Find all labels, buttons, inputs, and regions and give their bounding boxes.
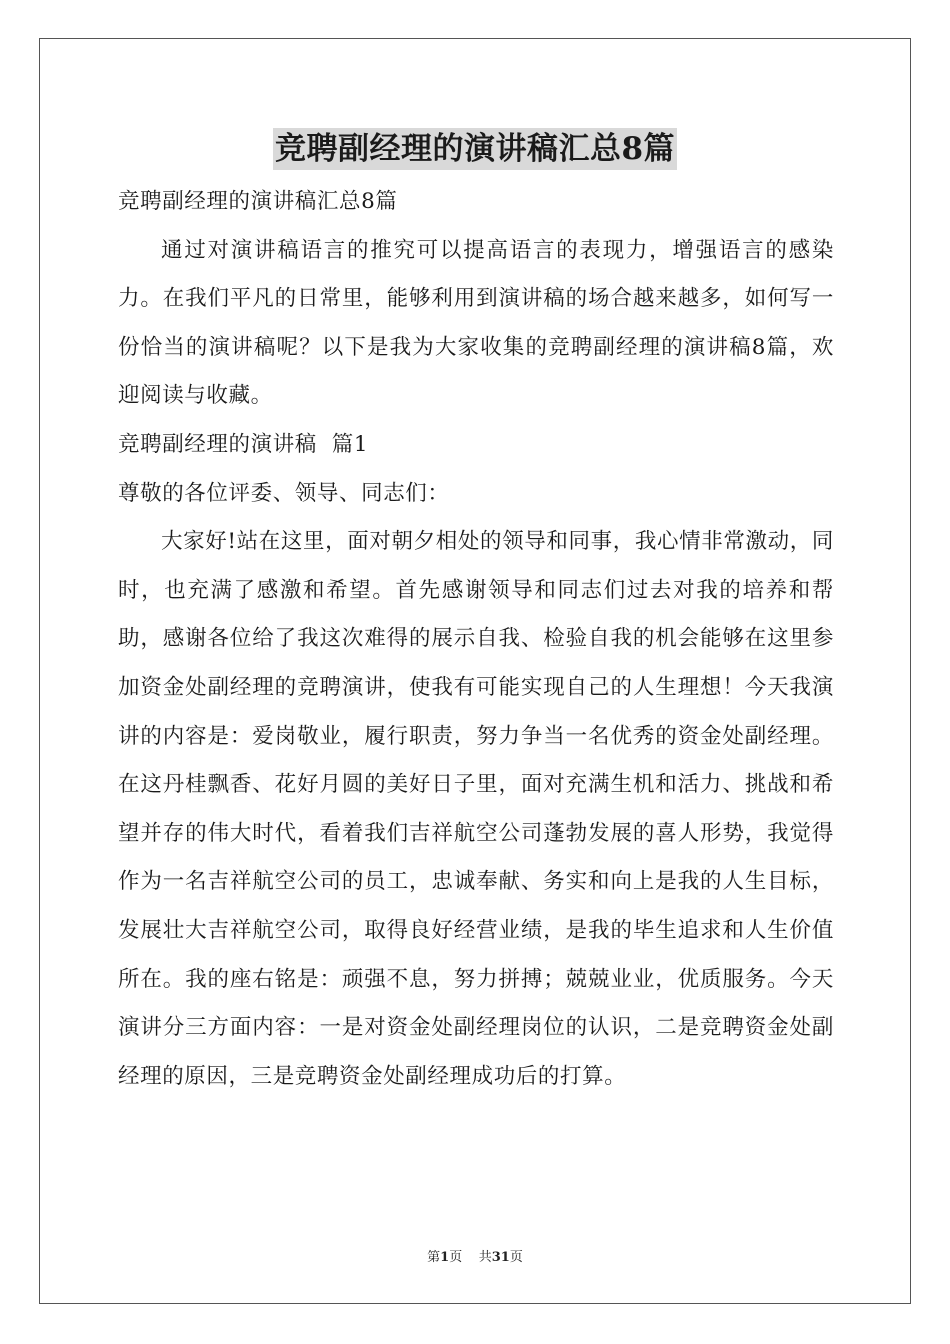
document-subtitle: 竞聘副经理的演讲稿汇总8篇 (118, 189, 398, 214)
document-title: 竞聘副经理的演讲稿汇总8篇 (273, 128, 677, 170)
title-container (0, 128, 950, 170)
intro-paragraph: 通过对演讲稿语言的推究可以提高语言的表现力，增强语言的感染力。在我们平凡的日常里，能够利用到演讲稿的场合越来越多，如何写一份恰当的演讲稿呢？以下是我为大家收集的竞聘副经理的演讲稿8篇，欢迎阅读与收藏。 (118, 237, 834, 409)
salutation: 尊敬的各位评委、领导、同志们： (118, 480, 450, 506)
page-footer (0, 1246, 950, 1265)
section-heading: 竞聘副经理的演讲稿 篇1 (118, 431, 369, 457)
total-suffix: 页 (509, 1250, 523, 1265)
current-page-number: 1 (440, 1250, 450, 1265)
page-suffix: 页 (449, 1250, 463, 1265)
document-body (118, 178, 834, 1101)
speech-paragraph: 大家好!站在这里，面对朝夕相处的领导和同事，我心情非常激动，同时，也充满了感激和希望。首先感谢领导和同志们过去对我的培养和帮助，感谢各位给了我这次难得的展示自我、检验自我的机会能够在这里参加资金处副经理的竞聘演讲，使我有可能实现自己的人生理想！今天我演讲的内容是：爱岗敬业，履行职责，努力争当一名优秀的资金处副经理。在这丹桂飘香、花好月圆的美好日子里，面对充满生机和活力、挑战和希望并存的伟大时代，看着我们吉祥航空公司蓬勃发展的喜人形势，我觉得作为一名吉祥航空公司的员工，忠诚奉献、务实和向上是我的人生目标，发展壮大吉祥航空公司，取得良好经营业绩，是我的毕生追求和人生价值所在。我的座右铭是：顽强不息，努力拼搏；兢兢业业，优质服务。今天演讲分三方面内容：一是对资金处副经理岗位的认识，二是竞聘资金处副经理的原因，三是竞聘资金处副经理成功后的打算。 (118, 529, 834, 1089)
total-page-count: 31 (491, 1250, 510, 1265)
total-prefix: 共 (478, 1250, 492, 1265)
page-prefix: 第 (427, 1250, 441, 1265)
